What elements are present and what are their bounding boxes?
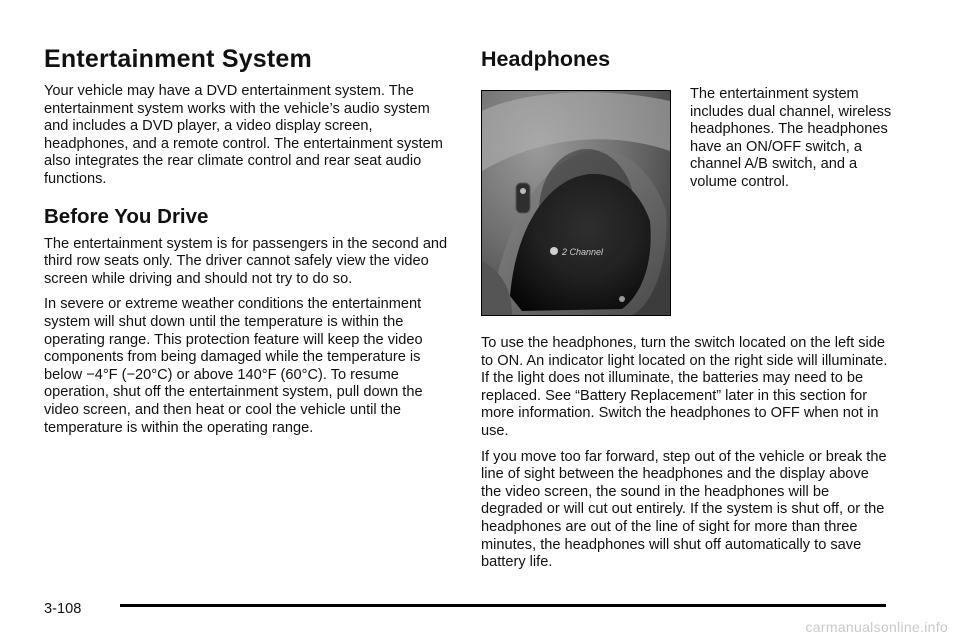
page-title: Entertainment System [44,45,312,73]
section-title-before-you-drive: Before You Drive [44,204,209,228]
right-column [481,42,891,572]
svg-text:2 Channel: 2 Channel [562,247,604,257]
intro-paragraph: Your vehicle may have a DVD entertainment system. The entertainment system works with the vehicle’s audio system and includes a DVD player, a video display screen, headphones, and a remote control. The entertainment system also integrates the rear climate control and rear seat audio functions. [44,83,443,187]
watermark: carmanualsonline.info [805,619,948,635]
headphones-paragraph-1: To use the headphones, turn the switch located on the left side to ON. An indicator light located on the right side will illuminate. If the light does not illuminate, the batteries may need to be replaced. See “Battery Replacement” later in this section for more information. Switch the headphones to OFF when not in use. [481,335,888,439]
before-you-drive-paragraph-1: The entertainment system is for passengers in the second and third row seats only. The driver cannot safely view the video screen while driving and should not try to do so. [44,235,448,287]
page-number: 3-108 [44,601,82,617]
headphones-description: The entertainment system includes dual channel, wireless headphones. The headphones have an ON/OFF switch, a channel A/B switch, and a volume control. [690,86,892,190]
before-you-drive-paragraph-2: In severe or extreme weather conditions the entertainment system will shut down until the temperature is within the operating range. This protection feature will keep the video components from being damaged while the temperature is below −4°F (−20°C) or above 140°F (60°C). To resume operation, shut off the entertainment system, pull down the video screen, and then heat or cool the vehicle until the temperature is within the operating range. [44,296,423,436]
left-column [44,42,456,437]
photo-row [481,86,892,316]
footer-rule [120,604,886,607]
headphones-paragraph-2: If you move too far forward, step out of the vehicle or break the line of sight between the headphones and the display above the video screen, the sound in the headphones will be degraded or will cut out entirely. If the system is shut off, or the headphones are out of the line of sight for more than three minutes, the headphones will shut off automatically to save battery life. [481,448,887,571]
headphones-photo [481,90,671,316]
section-title-headphones: Headphones [481,47,611,71]
